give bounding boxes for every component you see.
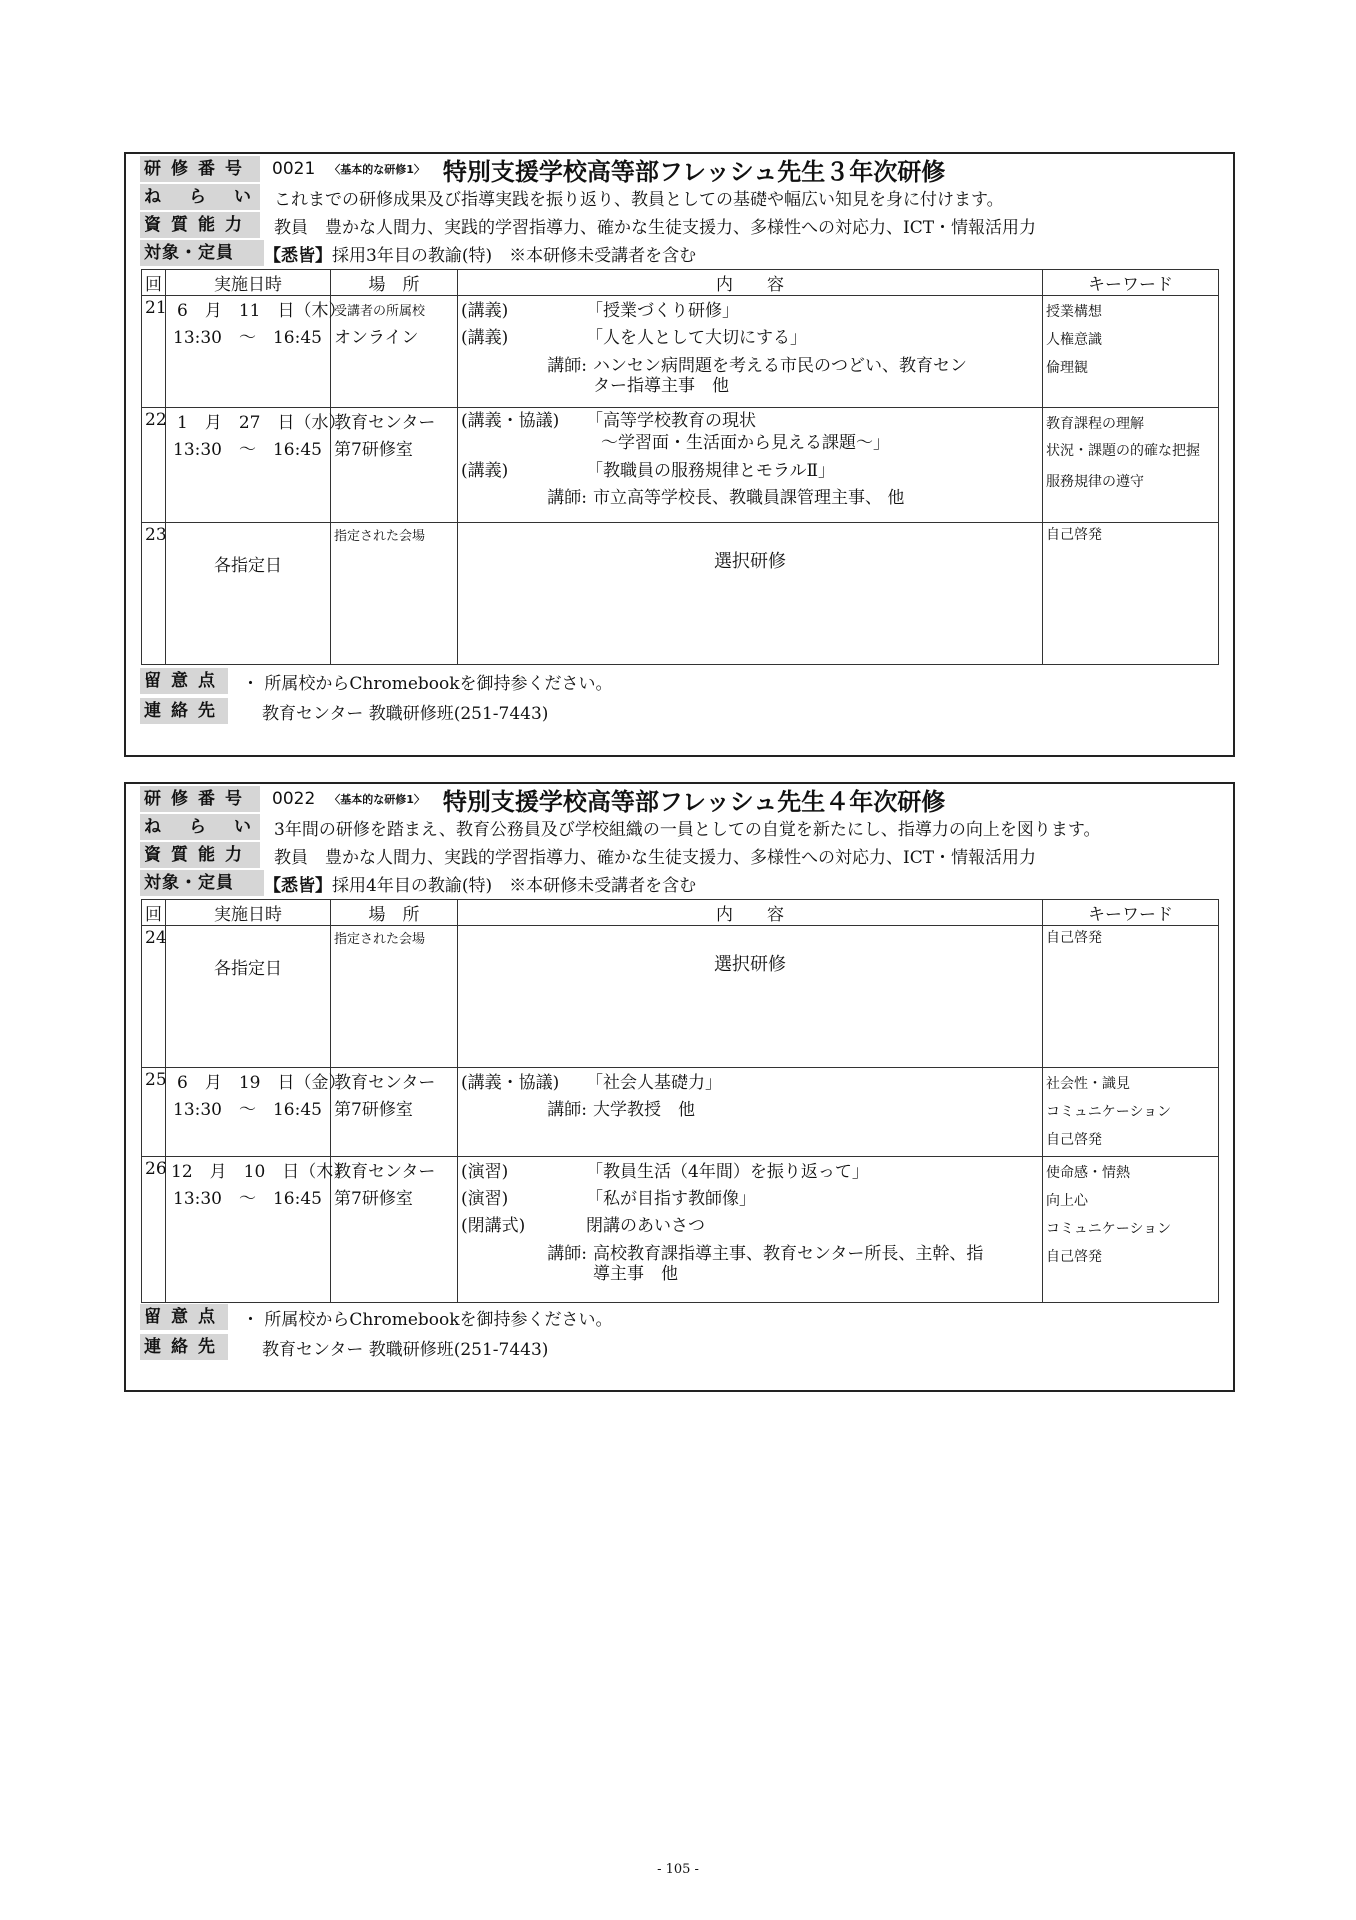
page-number: - 105 - (657, 1862, 699, 1877)
lecturer-label: 講師: (547, 356, 587, 376)
session-keywords (1043, 1068, 1219, 1157)
keyword: 服務規律の遵守 (1046, 474, 1144, 490)
lecturer-text: 市立高等学校長、教職員課管理主事、 他 (593, 488, 905, 508)
header-date: 実施日時 (166, 270, 331, 296)
training-number: 0021 (272, 159, 316, 179)
session-keywords (1043, 523, 1219, 665)
header-date: 実施日時 (166, 900, 331, 926)
lecturer-text: ハンセン病問題を考える市民のつどい、教育セン (593, 356, 967, 376)
session-number: 22 (142, 408, 166, 523)
session-date: 6 月 19 日（金） (177, 1073, 346, 1093)
keyword: 自己啓発 (1046, 527, 1102, 543)
ability-row (140, 842, 1036, 868)
session-content (458, 1157, 1043, 1303)
session-place (331, 1157, 458, 1303)
contact-text: 教育センター 教職研修班(251-7443) (262, 1339, 549, 1360)
session-keywords (1043, 1157, 1219, 1303)
schedule-header (142, 270, 1219, 296)
notes-row (140, 1304, 613, 1330)
header-content: 内 容 (458, 900, 1043, 926)
session-time: 13:30 ～ 16:45 (173, 328, 322, 348)
ability-text: 教員 豊かな人間力、実践的学習指導力、確かな生徒支援力、多様性への対応力、ICT・情報活用力 (274, 217, 1037, 238)
training-category: 〈基本的な研修1〉 (329, 793, 425, 806)
content-text: 「人を人として大切にする」 (586, 328, 807, 348)
target-label: 対象・定員 (140, 870, 264, 896)
training-number-row (140, 786, 946, 816)
content-text: 「私が目指す教師像」 (586, 1189, 756, 1209)
training-title: 特別支援学校高等部フレッシュ先生４年次研修 (442, 787, 946, 816)
session-place (331, 926, 458, 1068)
target-mandatory: 【悉皆】 (264, 245, 332, 266)
session-datetime (166, 296, 346, 408)
ability-row (140, 212, 1036, 238)
notes-text: ・ 所属校からChromebookを御持参ください。 (242, 1309, 613, 1330)
notes-label: 留意点 (140, 668, 228, 694)
session-datetime (166, 408, 346, 523)
header-no: 回 (142, 900, 166, 926)
lecturer-label: 講師: (547, 1100, 587, 1120)
session-datetime (166, 1068, 346, 1157)
keyword: コミュニケーション (1046, 1221, 1172, 1237)
session-time: 13:30 ～ 16:45 (173, 1100, 322, 1120)
table-row (142, 1068, 1219, 1157)
aim-text: これまでの研修成果及び指導実践を振り返り、教員としての基礎や幅広い知見を身に付けます。 (274, 189, 1004, 210)
contact-text: 教育センター 教職研修班(251-7443) (262, 703, 549, 724)
table-row (142, 408, 1219, 523)
session-keywords (1043, 408, 1219, 523)
content-text: 選択研修 (714, 954, 786, 975)
content-type: (演習) (461, 1162, 509, 1182)
session-content (458, 296, 1043, 408)
header-no: 回 (142, 270, 166, 296)
keyword: 教育課程の理解 (1046, 416, 1144, 432)
schedule-header (142, 900, 1219, 926)
content-text: 「授業づくり研修」 (586, 301, 739, 321)
content-text: 「社会人基礎力」 (586, 1073, 722, 1093)
content-text: 「教職員の服務規律とモラルⅡ」 (586, 461, 836, 481)
session-number: 26 (142, 1157, 166, 1303)
header-keyword: キーワード (1043, 900, 1219, 926)
session-place (331, 408, 458, 523)
keyword: 人権意識 (1046, 332, 1102, 348)
session-date: 1 月 27 日（水） (177, 413, 346, 433)
ability-text: 教員 豊かな人間力、実践的学習指導力、確かな生徒支援力、多様性への対応力、ICT・情報活用力 (274, 847, 1037, 868)
keyword: 自己啓発 (1046, 1249, 1102, 1265)
place-line: 第7研修室 (334, 1100, 413, 1120)
content-text: 閉講のあいさつ (586, 1216, 705, 1236)
session-number: 25 (142, 1068, 166, 1157)
session-datetime (166, 926, 331, 1068)
keyword: 自己啓発 (1046, 1132, 1102, 1148)
place-line: 指定された会場 (334, 932, 426, 947)
aim-label: ねらい (140, 814, 260, 840)
header-place: 場 所 (331, 270, 458, 296)
session-content (458, 523, 1043, 665)
aim-row (140, 184, 1004, 210)
ability-label: 資質能力 (140, 842, 260, 868)
content-type: (講義・協議) (461, 411, 560, 431)
lecturer-text: ター指導主事 他 (593, 376, 729, 396)
contact-label: 連絡先 (140, 1334, 228, 1360)
table-row (142, 296, 1219, 408)
training-card-0021 (124, 152, 1235, 757)
content-text: 「教員生活（4年間）を振り返って」 (586, 1162, 869, 1182)
content-type: (講義・協議) (461, 1073, 560, 1093)
place-line: 指定された会場 (334, 529, 426, 544)
training-number: 0022 (272, 789, 316, 809)
training-card-0022 (124, 782, 1235, 1392)
training-title: 特別支援学校高等部フレッシュ先生３年次研修 (442, 157, 946, 186)
session-date: 12 月 10 日（木） (171, 1162, 351, 1182)
training-number-label: 研修番号 (140, 786, 260, 812)
contact-row (140, 698, 548, 724)
session-number: 23 (142, 523, 166, 665)
notes-text: ・ 所属校からChromebookを御持参ください。 (242, 673, 613, 694)
target-label: 対象・定員 (140, 240, 264, 266)
target-text: 採用4年目の教諭(特) ※本研修未受講者を含む (332, 875, 697, 896)
notes-label: 留意点 (140, 1304, 228, 1330)
keyword: 状況・課題の的確な把握 (1046, 443, 1200, 459)
training-number-label: 研修番号 (140, 156, 260, 182)
place-line: 第7研修室 (334, 1189, 413, 1209)
content-text: ～学習面・生活面から見える課題～」 (601, 433, 890, 453)
aim-text: 3年間の研修を踏まえ、教育公務員及び学校組織の一員としての自覚を新たにし、指導力の向上を図ります。 (274, 819, 1101, 840)
content-type: (講義) (461, 328, 509, 348)
session-content (458, 1068, 1043, 1157)
session-datetime (166, 1157, 351, 1303)
keyword: 向上心 (1046, 1193, 1088, 1209)
session-datetime (166, 523, 331, 665)
header-place: 場 所 (331, 900, 458, 926)
place-line: 受講者の所属校 (334, 304, 426, 319)
content-type: (閉講式) (461, 1216, 526, 1236)
keyword: 自己啓発 (1046, 930, 1102, 946)
session-keywords (1043, 296, 1219, 408)
session-time: 13:30 ～ 16:45 (173, 1189, 322, 1209)
lecturer-text: 大学教授 他 (593, 1100, 695, 1120)
keyword: 社会性・識見 (1046, 1076, 1130, 1092)
place-line: 教育センター (334, 1162, 436, 1182)
session-place (331, 523, 458, 665)
place-line: 教育センター (334, 413, 436, 433)
place-line: 教育センター (334, 1073, 436, 1093)
session-number: 24 (142, 926, 166, 1068)
aim-row (140, 814, 1100, 840)
keyword: 授業構想 (1046, 304, 1102, 320)
training-number-row (140, 156, 946, 186)
session-number: 21 (142, 296, 166, 408)
content-type: (講義) (461, 301, 509, 321)
table-row (142, 523, 1219, 665)
header-keyword: キーワード (1043, 270, 1219, 296)
contact-label: 連絡先 (140, 698, 228, 724)
session-date: 各指定日 (214, 556, 282, 576)
keyword: 倫理観 (1046, 360, 1088, 376)
content-text: 「高等学校教育の現状 (586, 411, 756, 431)
lecturer-text: 導主事 他 (593, 1264, 678, 1284)
target-mandatory: 【悉皆】 (264, 875, 332, 896)
target-text: 採用3年目の教諭(特) ※本研修未受講者を含む (332, 245, 697, 266)
schedule-table (141, 269, 1219, 665)
session-content (458, 926, 1043, 1068)
schedule-table (141, 899, 1219, 1303)
session-place (331, 1068, 458, 1157)
content-type: (講義) (461, 461, 509, 481)
place-line: 第7研修室 (334, 440, 413, 460)
session-keywords (1043, 926, 1219, 1068)
keyword: 使命感・情熱 (1046, 1165, 1130, 1181)
contact-row (140, 1334, 548, 1360)
aim-label: ねらい (140, 184, 260, 210)
keyword: コミュニケーション (1046, 1104, 1172, 1120)
lecturer-label: 講師: (547, 488, 587, 508)
training-category: 〈基本的な研修1〉 (329, 163, 425, 176)
content-type: (演習) (461, 1189, 509, 1209)
content-text: 選択研修 (714, 551, 786, 572)
table-row (142, 1157, 1219, 1303)
lecturer-label: 講師: (547, 1244, 587, 1264)
session-content (458, 408, 1043, 523)
session-date: 6 月 11 日（木） (177, 301, 346, 321)
target-row (140, 870, 696, 896)
notes-row (140, 668, 613, 694)
session-date: 各指定日 (214, 959, 282, 979)
ability-label: 資質能力 (140, 212, 260, 238)
session-time: 13:30 ～ 16:45 (173, 440, 322, 460)
place-line: オンライン (334, 328, 419, 348)
table-row (142, 926, 1219, 1068)
session-place (331, 296, 458, 408)
lecturer-text: 高校教育課指導主事、教育センター所長、主幹、指 (593, 1244, 984, 1264)
header-content: 内 容 (458, 270, 1043, 296)
target-row (140, 240, 696, 266)
